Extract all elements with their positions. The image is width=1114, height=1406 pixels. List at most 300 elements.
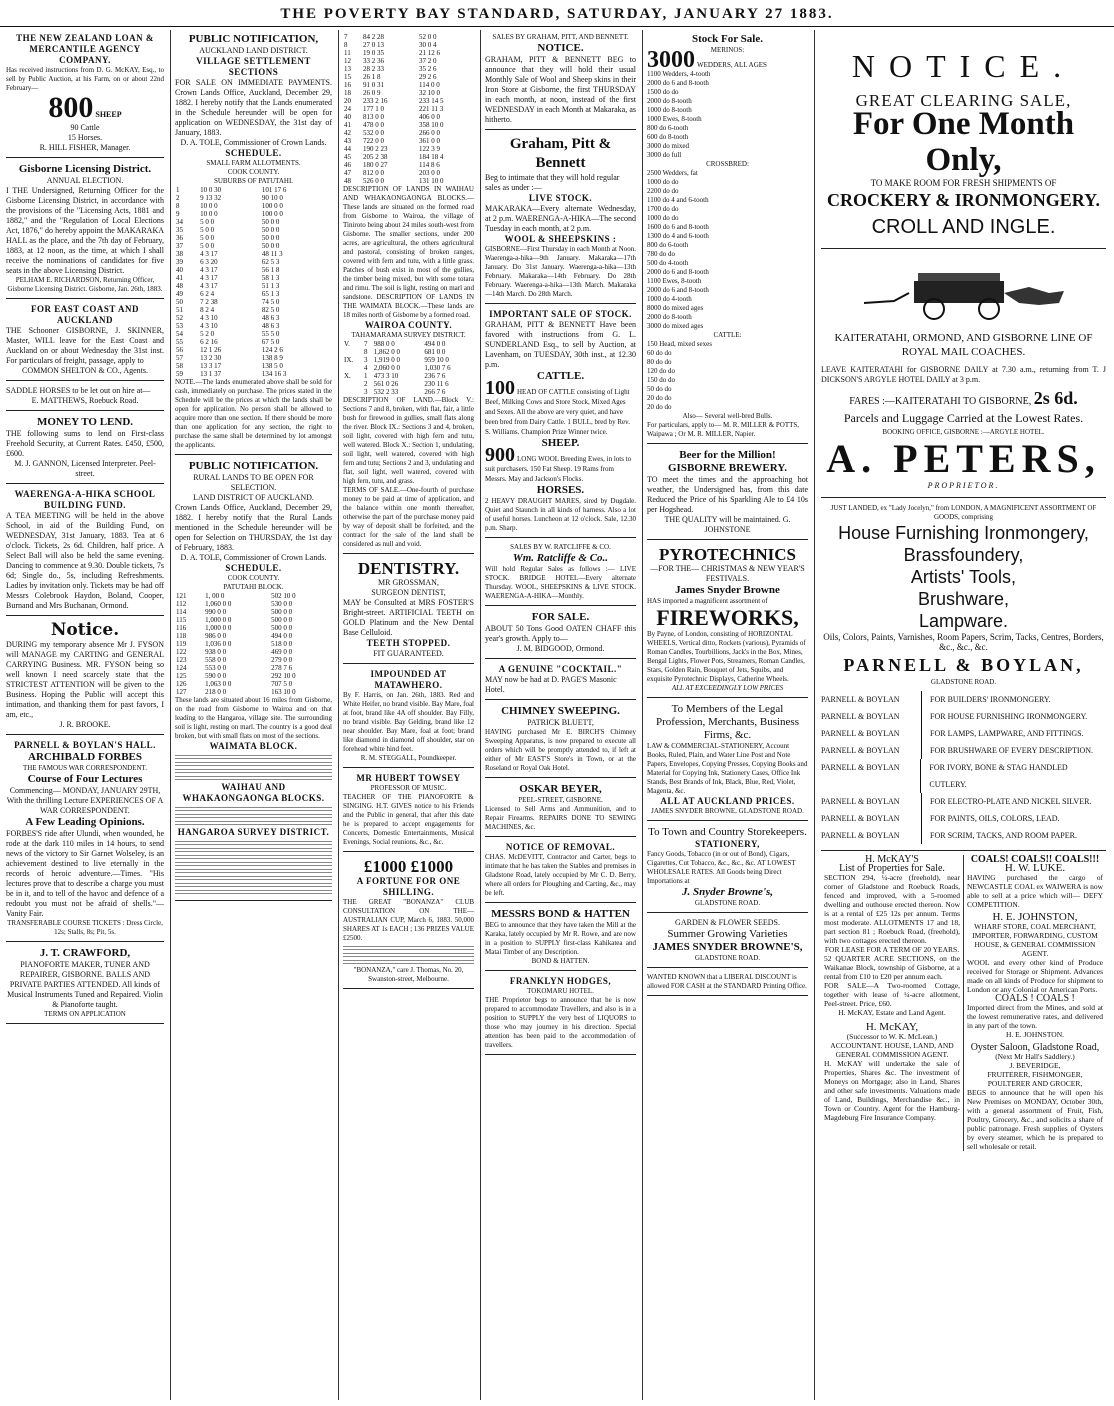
table-cell: 990 0 0: [205, 608, 227, 616]
table-cell: 590 0 0: [205, 672, 227, 680]
table-cell: 813 0 0: [363, 113, 385, 121]
gpb-notice-ad: SALES BY GRAHAM, PITT, AND BENNETT. NOTICE. GRAHAM, PITT & BENNETT BEG to announce that they will hold their usual Monthly Sale of Wool and Sheep skins in their Iron Store at Gisborne, the first THURSDAY in each month, at noon, instead of the first WEDNESDAY in each Month at Makaraka, as hitherto.: [485, 30, 636, 130]
list-item: 1100 Ewes, 8-tooth: [647, 277, 702, 285]
list-item: 2000 do 6 and 8-tooth: [647, 268, 709, 276]
cattle-list: [647, 340, 808, 412]
coach-illustration: [854, 263, 1074, 323]
table-row: [343, 380, 474, 388]
list-item: 2500 Wedders, fat: [647, 169, 698, 177]
table-cell: 123: [176, 656, 187, 664]
table-cell: 4 3 17: [200, 282, 218, 290]
table-cell: [343, 348, 363, 356]
table-cell: 48: [176, 282, 183, 290]
table-cell: 67 5 0: [261, 338, 280, 346]
table-cell: 34: [176, 218, 183, 226]
table-cell: X.: [344, 372, 351, 380]
table-row: [175, 266, 332, 274]
table-row: [343, 372, 474, 380]
school-fund-ad: WAERENGA-A-HIKA SCHOOL BUILDING FUND. A TEA MEETING will be held in the above School, in aid of the Building Fund, on WEDNESDAY, 31st January, 1883. Tea at 6 o'clock. Tickets, 2s 6d. Children, half price. A Select Ball will also be held the same evening. Dancing to commence at 9.30. Double tickets, 7s 6d; Single do., 5s, including Refreshments. Ladies by invitation only. Tickets may be had off Messrs Colebrook Haydon, Boland, Cooper, Burnand and Mrs Buchanan, Ormond.: [6, 486, 164, 616]
fireworks-ad: PYROTECHNICS —FOR THE— CHRISTMAS & NEW YEAR'S FESTIVALS. James Snyder Browne HAS imported a magnificent assortment of FIREWORKS, By Payne, of London, consisting of HORIZONTAL WHEELS, Vertical ditto, Rockets (various), Pyramids of Roman Candles, Tourbillions, Jack's in the Box, Mines, Bengal Lights, Flower Pots, Streamers, Roman Candles, Stars, Golden Rain, Bouquet of Jets, Squibs, and exquisite Pyrotechnic Displays, Catherine Wheels. ALL AT EXCEEDINGLY LOW PRICES: [647, 542, 808, 698]
table-cell: 500 0 0: [271, 616, 293, 624]
table-row: [175, 290, 332, 298]
table-row: [343, 356, 474, 364]
table-row: [175, 672, 332, 680]
table-cell: 32 10 0: [419, 89, 440, 97]
table-cell: 29 2 6: [419, 73, 437, 81]
storekeepers-ad: To Town and Country Storekeepers. STATIONERY, Fancy Goods, Tobacco (in or out of Bond), Cigars, Cigarettes, Cut Tobacco, &c., &c., &c. AT LOWEST WHOLESALE RATES. All Goods being Direct Importations at J. Snyder Browne's, GLADSTONE ROAD.: [647, 823, 808, 913]
list-item: 2000 do 6 and 8-tooth: [647, 286, 709, 294]
list-item-label: PARNELL & BOYLAN: [821, 742, 922, 759]
table-cell: IX.: [344, 356, 354, 364]
table-row: [343, 388, 474, 396]
loan-agency-ad: THE NEW ZEALAND LOAN & MERCANTILE AGENCY COMPANY. Has received instructions from D. G. McKAY, Esq., to sell by Public Auction, at his Farm, on or about 22nd February— 800 SHEEP 90 Cattle 15 Horses. R. HILL FISHER, Manager.: [6, 30, 164, 158]
brewery-ad: Beer for the Million! GISBORNE BREWERY. TO meet the times and the approaching hot weather, the Undersigned has, from this date Reduced the Price of his Sparkling Ale to £4 10s per Hogshead. THE QUALITY will be maintained. G. JOHNSTONE: [647, 446, 808, 540]
licensing-ad: Gisborne Licensing District. ANNUAL ELECTION. I THE Undersigned, Returning Officer for the Gisborne Licensing District, in accordance with the provisions of the "Licensing Acts, 1881 and 1882," and the "Regulation of Local Elections Act, 1876," do hereby appoint the MAKARAKA HALL as the place, and the 7th day of February, 1883, at 12 noon, as the time, at which I shall receive the nominations of candidates for five seats in the above Licensing District. PELHAM E. RICHARDSON, Returning Officer, Gisborne Licensing District. Gisborne, Jan. 26th, 1883.: [6, 160, 164, 299]
table-cell: 1,862 0 0: [373, 348, 401, 356]
table-row: [175, 186, 332, 194]
table-cell: 236 7 6: [424, 372, 446, 380]
column-2: [170, 30, 336, 1400]
table-cell: 190 2 23: [363, 145, 388, 153]
table-row: [175, 680, 332, 688]
table-cell: 57: [176, 354, 183, 362]
table-cell: 18: [344, 89, 351, 97]
parnell-boylan-ad: JUST LANDED, ex "Lady Jocelyn," from LONDON, A MAGNIFICENT ASSORTMENT OF GOODS, comprising House Furnishing Ironmongery, Brassfoundery, Artists' Tools, Brushware, Lampware. Oils, Colors, Paints, Varnishes, Room Papers, Scrim, Tacks, Centres, Borders, &c., &c., &c. PARNELL & BOYLAN, GLADSTONE ROAD. PARNELL & BOYLAN FOR BUILDERS' IRONMONGERY. PARNELL & BOYLAN FOR HOUSE FURNISHING IRONMONGERY. PARNELL & BOYLAN FOR LAMPS, LAMPWARE, AND FITTINGS. PARNELL & BOYLAN FOR BRUSHWARE OF EVERY DESCRIPTION. PARNELL & BOYLAN FOR IVORY, BONE & STAG HANDLED CUTLERY. PARNELL & BOYLAN FOR ELECTRO-PLATE AND NICKEL SILVER. PARNELL & BOYLAN FOR PAINTS, OILS, COLORS, LEAD. PARNELL & BOYLAN FOR SCRIM, TACKS, AND ROOM PAPER.: [821, 498, 1106, 851]
table-cell: 1, 00 0: [205, 592, 225, 600]
table-cell: 473 3 10: [373, 372, 399, 380]
table-cell: 518 0 0: [271, 640, 293, 648]
table-cell: V.: [344, 340, 350, 348]
table-row: [175, 354, 332, 362]
table-cell: 35: [176, 226, 183, 234]
table-row: [343, 169, 474, 177]
table-cell: 82 5 0: [261, 306, 280, 314]
table-cell: [343, 364, 363, 372]
table-row: [343, 145, 474, 153]
crawford-ad: J. T. CRAWFORD, PIANOFORTE MAKER, TUNER AND REPAIRER, GISBORNE. BALLS AND PRIVATE PARTIES ATTENDED. All kinds of Musical Instruments Tuned and Repaired. Violin & Pianoforte taught. TERMS ON APPLICATION: [6, 944, 164, 1024]
list-item: 3000 do mixed: [647, 142, 689, 150]
table-cell: 6 3 20: [200, 258, 218, 266]
table-cell: 681 0 0: [424, 348, 446, 356]
stock-sale-ad: Stock For Sale. MERINOS: 3000 WEDDERS, ALL AGES 1100 Wedders, 4-tooth 2000 do 6 and 8-tooth 1500 do do 2000 do 8-tooth 1000 do 8-tooth 1000 Ewes, 8-tooth 800 do 6-tooth 600 do 8-tooth 3000 do mixed 3000 do full CROSSBRED: 2500 Wedders, fat 1000 do do 2200 do do 1100 do 4 and 6-tooth 1700 do do 1000 do do 1600 do 6 and 8-tooth 1300 do 4 and 6-tooth 800 do 6-tooth 780 do do 500 do 4-tooth 2000 do 6 and 8-tooth 1100 Ewes, 8-tooth 2000 do 6 and 8-tooth 1000 do 4-tooth 8000 do mixed ages 2000 do 8-tooth 3000 do mixed ages CATTLE: 150 Head, mixed sexes 60 do do 80 do do 120 do do 150 do do 50 do do 20 do do 20 do do Also— Several well-bred Bulls. For particulars, apply to— M. R. MILLER & POTTS, Waipawa ; Or M. R. MILLER, Napier.: [647, 30, 808, 444]
table-cell: 7: [363, 340, 368, 348]
table-cell: 16: [344, 81, 351, 89]
table-cell: 101 17 6: [261, 186, 287, 194]
table-row: [175, 298, 332, 306]
table-cell: 40: [344, 113, 351, 121]
table-cell: 8: [176, 202, 180, 210]
table-cell: 122: [176, 648, 187, 656]
table-cell: 988 0 0: [373, 340, 395, 348]
table-cell: 558 0 0: [205, 656, 227, 664]
table-cell: 11: [344, 49, 351, 57]
seeds-ad: GARDEN & FLOWER SEEDS. Summer Growing Varieties JAMES SNYDER BROWNE'S, GLADSTONE ROAD.: [647, 915, 808, 968]
list-item: 2000 do 8-tooth: [647, 313, 692, 321]
table-row: [343, 177, 474, 185]
table-cell: 138 5 0: [261, 362, 283, 370]
table-row: [343, 161, 474, 169]
table-cell: 26 1 8: [363, 73, 381, 81]
list-item: [821, 708, 1106, 725]
table-cell: 2,060 0 0: [373, 364, 401, 372]
table-cell: 33 2 36: [363, 57, 385, 65]
table-row: [343, 97, 474, 105]
table-cell: 48 6 3: [261, 322, 280, 330]
table-cell: 58 1 3: [261, 274, 280, 282]
table-cell: 8: [344, 41, 348, 49]
list-item: 2200 do do: [647, 187, 679, 195]
list-item-text: FOR LAMPS, LAMPWARE, AND FITTINGS.: [930, 729, 1084, 738]
table-cell: 4 3 17: [200, 250, 218, 258]
table-row: [175, 600, 332, 608]
table-row: [343, 129, 474, 137]
table-cell: 30 0 4: [419, 41, 437, 49]
beyer-ad: OSKAR BEYER, PEEL-STREET, GISBORNE. Licensed to Sell Arms and Ammunition, and to Repair Firearms. REPAIRS DONE TO SEWING MACHINES, &c.: [485, 780, 636, 837]
table-cell: 4 3 10: [200, 314, 218, 322]
lottery-ad: £1000 £1000 A FORTUNE FOR ONE SHILLING. THE GREAT "BONANZA" CLUB CONSULTATION ON THE— AUSTRALIAN CUP, March 6, 1883. 50,000 SHARES AT 1s EACH ; 136 PRIZES VALUE £2500. "BONANZA," care J. Thomas, No. 20, Swanston-street, Melbourne.: [343, 854, 474, 989]
list-item: 1000 do 4-tooth: [647, 295, 692, 303]
table-cell: 38: [176, 250, 183, 258]
table-row: [175, 338, 332, 346]
table-cell: 266 0 0: [419, 129, 440, 137]
table-row: [343, 41, 474, 49]
table-row: [343, 105, 474, 113]
column-6: [814, 30, 1112, 1400]
table-cell: 1: [363, 372, 368, 380]
table-cell: 4 3 10: [200, 322, 218, 330]
table-cell: 959 10 0: [424, 356, 449, 364]
table-cell: 62 5 3: [261, 258, 280, 266]
impounded-ad: IMPOUNDED AT MATAWHERO. By F. Harris, on Jan. 26th, 1883. Red and White Heifer, no brand visible. Bay Mare, foal at foot, brand like 4A off shoulder. Bay Filly, no brand visible. Bay Gelding, brand like 12 near shoulder. Bay Mare, foal at foot; brand like diamond in diamond off shoulder, star on forehead white hind feet. R. M. STEGGALL, Poundkeeper.: [343, 666, 474, 768]
list-item: 1000 do 8-tooth: [647, 106, 692, 114]
table-cell: 84 2 28: [363, 33, 385, 41]
list-item: 60 do do: [647, 349, 672, 357]
list-item: 800 do 6-tooth: [647, 124, 689, 132]
table-cell: 48 6 3: [261, 314, 280, 322]
table-row: [343, 73, 474, 81]
list-item: [821, 827, 1106, 844]
table-cell: 406 0 0: [419, 113, 440, 121]
crossbred-list: [647, 169, 808, 331]
table-cell: 494 0 0: [271, 632, 293, 640]
table-row: [175, 608, 332, 616]
table-row: [175, 314, 332, 322]
list-item: 120 do do: [647, 367, 675, 375]
table-cell: 205 2 38: [363, 153, 388, 161]
parnell-boylan-list: [821, 691, 1106, 844]
important-sale-ad: IMPORTANT SALE OF STOCK. GRAHAM, PITT & BENNETT Have been favored with instructions from G. L. SUNDERLAND Esq., to sell by Auction, at Lavenham, on TUESDAY, 30th inst., at 12.30 p.m. CATTLE. 100 HEAD OF CATTLE consisting of Light Beef, Milking Cows and Store Stock, Mixed Ages and Sexes. All the above are very quiet, and have been bred from Dairy Cattle. 1 BULL, bred by Rev. S. Williams. Champion Prize Winner twice. SHEEP. 900 LONG WOOL Breeding Ewes, in lots to suit purchasers. 150 Fat Sheep. 19 Rams from Messrs. May and Jackson's Flocks. HORSES. 2 HEAVY DRAUGHT MARES, sired by Dugdale. Quiet and Staunch in all kinds of harness. Also a lot of useful horses. Luncheon at 12 o'clock. Sale, 12.30 p.m. Sharp.: [485, 306, 636, 538]
table-cell: 134 16 3: [261, 370, 287, 378]
table-cell: 114: [176, 608, 187, 616]
table-cell: 1,036 0 0: [205, 640, 232, 648]
table-cell: 126: [176, 680, 187, 688]
table-row: [175, 624, 332, 632]
list-item: 150 Head, mixed sexes: [647, 340, 712, 348]
table-row: [175, 322, 332, 330]
coals-ad: COALS! COALS!! COALS!!! H. W. LUKE. HAVING purchased the cargo of NEWCASTLE COAL ex WAIWERA is now able to sell at a price which will— DEFY COMPETITION. H. E. JOHNSTON, WHARF STORE, COAL MERCHANT, IMPORTER, FORWARDING, CUSTOM HOUSE, & GENERAL COMMISSION AGENT. WOOL and every other kind of Produce received for Storage or Shipment. Advances made on all kinds of Produce for shipment to London or any Colonial or American Ports. COALS ! COALS ! Imported direct from the Mines, and sold at the lowest remunerative rates, and delivered in any part of the town. H. E. JOHNSTON. Oyster Saloon, Gladstone Road, (Next Mr Hall's Saddlery.) J. BEVERIDGE, FRUITERER, FISHMONGER, POULTERER AND GROCER, BEGS to announce that he will open his New Premises on MONDAY, October 30th, with a general assortment of Fruit, Fish, Poultry, Grocery, &c., and solicits a share of public patronage. Fresh supplies of Oysters by every steamer, which he is prepared to sell wholesale or retail.: [963, 855, 1106, 1151]
table-cell: 812 0 0: [363, 169, 385, 177]
list-item: 2000 do 8-tooth: [647, 97, 692, 105]
table-cell: 138 8 9: [261, 354, 283, 362]
table-cell: 361 0 0: [419, 137, 440, 145]
table-row: [175, 210, 332, 218]
table-cell: 532 0 0: [363, 129, 385, 137]
table-cell: 50 0 0: [261, 234, 280, 242]
table-row: [175, 226, 332, 234]
bond-hatten-ad: MESSRS BOND & HATTEN BEG to announce that they have taken the Mill at the Karaka, lately occupied by Mr R. Rowe, and are now in a position to SUPPLY first-class Kahikatea and Matai Timber of any Description. BOND & HATTEN.: [485, 905, 636, 971]
table-cell: 50: [176, 298, 183, 306]
removal-ad: NOTICE OF REMOVAL. CHAS. McDEVITT, Contractor and Carter, begs to intimate that he has taken the Stables and premises in Gladstone Road, lately occupied by Mr C. D. Berry, where all orders for Ploughing and Carting, &c., may be left.: [485, 839, 636, 903]
list-item-label: PARNELL & BOYLAN: [821, 708, 922, 725]
chimney-ad: CHIMNEY SWEEPING. PATRICK BLUETT, HAVING purchased Mr E. BIRCH'S Chimney Sweeping Apparatus, is now prepared to execute all orders which will be promptly attended to, if left at either of Mr EAST'S Store's in Town, or at the Roseland or Royal Oak Hotel.: [485, 702, 636, 778]
table-cell: 532 2 33: [373, 388, 399, 396]
table-cell: 184 18 4: [419, 153, 444, 161]
list-item: 80 do do: [647, 358, 672, 366]
list-item: 2000 do 6 and 8-tooth: [647, 79, 709, 87]
table-cell: 100 0 0: [261, 202, 283, 210]
table-cell: 6 2 4: [200, 290, 215, 298]
table-row: [343, 153, 474, 161]
table-cell: 39: [176, 258, 183, 266]
list-item: 3000 do mixed ages: [647, 322, 704, 330]
table-row: [175, 274, 332, 282]
table-cell: 65 1 3: [261, 290, 280, 298]
table-cell: 5 0 0: [200, 218, 215, 226]
table-row: [175, 194, 332, 202]
table-cell: 13 2 30: [200, 354, 222, 362]
table-cell: 10 0 0: [200, 210, 218, 218]
table-cell: 233 14 5: [419, 97, 444, 105]
merino-list: [647, 70, 808, 160]
table-row: [175, 202, 332, 210]
table-cell: 722 0 0: [363, 137, 385, 145]
table-cell: [343, 388, 363, 396]
table-row: [343, 137, 474, 145]
croll-ingle-ad: NOTICE. GREAT CLEARING SALE, For One Month Only, TO MAKE ROOM FOR FRESH SHIPMENTS OF CROCKERY & IRONMONGERY. CROLL AND INGLE.: [821, 30, 1106, 249]
hodges-ad: FRANKLYN HODGES, TOKOMARU HOTEL. THE Proprietor begs to announce that he is now prepared to accommodate Travellers, and also is in a position to SUPPLY the very best of LIQUORS to those who may journey in his direction. Special attention has been paid to the accommodation of travellers.: [485, 973, 636, 1055]
table-row: [343, 33, 474, 41]
table-cell: 21 12 6: [419, 49, 440, 57]
table-cell: 13 3 17: [200, 362, 222, 370]
table-cell: 51: [176, 306, 183, 314]
list-item: 1100 do 4 and 6-tooth: [647, 196, 709, 204]
table-cell: 163 10 0: [271, 688, 296, 696]
table-cell: 230 11 6: [424, 380, 449, 388]
column-3: [338, 30, 478, 1400]
table-cell: 19 0 35: [363, 49, 385, 57]
table-cell: 4: [363, 364, 368, 372]
table-row: [343, 348, 474, 356]
column-4: [480, 30, 640, 1400]
table-cell: 526 0 0: [363, 177, 385, 185]
forbes-lecture-ad: PARNELL & BOYLAN'S HALL. ARCHIBALD FORBES THE FAMOUS WAR CORRESPONDENT. Course of Four Lectures Commencing— MONDAY, JANUARY 29TH, With the thrilling Lecture EXPERIENCES OF A WAR CORRESPONDENT. A Few Leading Opinions. FORBES'S ride after Ulundi, when wounded, he rode at the dark 110 miles in 14 hours, to send news of the victory to Sir Garnet Wolseley, is an achievement destined to live eternally in the records of heroic adventure.—Times. "His lectures prove that to describe a charge you must be in it, and to tell of the havoc and defence of a redoubt you must not be afraid of shells."—Vanity Fair. TRANSFERABLE COURSE TICKETS : Dress Circle, 12s; Stalls, 8s; Pit, 5s.: [6, 737, 164, 942]
list-item: [821, 759, 1106, 793]
table-cell: 52: [176, 314, 183, 322]
list-item-label: PARNELL & BOYLAN: [821, 810, 922, 827]
masthead: THE POVERTY BAY STANDARD, SATURDAY, JANUARY 27 1883.: [0, 0, 1114, 27]
table-cell: 5 2 0: [200, 330, 215, 338]
list-item: 1700 do do: [647, 205, 679, 213]
table-row: [343, 89, 474, 97]
music-ad: MR HUBERT TOWSEY PROFESSOR OF MUSIC. TEACHER OF THE PIANOFORTE & SINGING. H.T. GIVES notice to his Friends and the Public in general, that after this date he is prepared to accept engagements for Concerts, Domestic Entertainments, Musical Evenings, Social reunions, &c., &c.: [343, 770, 474, 852]
village-settlement-ad: PUBLIC NOTIFICATION, AUCKLAND LAND DISTRICT. VILLAGE SETTLEMENT SECTIONS FOR SALE ON IMMEDIATE PAYMENTS. Crown Lands Office, Auckland, December 29, 1882. I hereby notify that the Lands enumerated in the Schedule hereunder will be open for application on WEDNESDAY, the 31st day of January, 1883. D. A. TOLE, Commissioner of Crown Lands. SCHEDULE. SMALL FARM ALLOTMENTS. COOK COUNTY. SUBURBS OF PATUTAHI. 1 10 0 30 101 17 6 2 9 13 32 90 10 0 8 10 0 0 100 0 0 9 10 0 0 100 0 0 34 5 0 0 50 0 0 35 5 0 0 50 0 0 36 5 0 0 50 0 0 37 5 0 0 50 0 0 38 4 3 17 48 11 3 39 6 3 20 62 5 3 40 4 3 17 56 1 8 41 4 3 17 58 1 3 48 4 3 17 51 1 3 49 6 2 4 65 1 3 50 7 2 38 74 5 0 51 8 2 4 82 5 0 52 4 3 10 48 6 3 53 4 3 10 48 6 3 54 5 2 0 55 5 0 55 6 2 16 67 5 0 56 12 1 26 124 2 6 57 13 2 30 138 8 9 58 13 3 17 138 5 0 59 13 1 37 134 16 3 NOTE.—The lands enumerated above shall be sold for cash, immediately on purchase. The prices stated in the Schedule will be the prices at which the lands shall be open for application. No person shall be allowed to acquire more than one section. If there should be more than one application for any section, the right to purchase the same shall be determined by lot amongst the applicants.: [175, 30, 332, 455]
cocktail-ad: A GENUINE "COCKTAIL." MAY now be had at D. PAGE'S Masonic Hotel.: [485, 661, 636, 700]
table-cell: 55 5 0: [261, 330, 280, 338]
list-item: 1000 do do: [647, 214, 679, 222]
table-cell: 1,000 0 0: [205, 616, 232, 624]
gpb-sales-ad: Graham, Pitt & Bennett Beg to intimate that they will hold regular sales as under :— LIVE STOCK. MAKARAKA—Every alternate Wednesday, at 2 p.m. WAERENGA-A-HIKA—The second Tuesday in each month, at 2 p.m. WOOL & SHEEPSKINS : GISBORNE—First Thursday in each Month at Noon. Waerenga-a-hika—9th January. Makaraka—17th January. Do 31st January. Waerenga-a-hika—13th February. Makaraka—14th February. Do 28th February. Waerenga-a-hika—13th March. Makaraka—14th March. Do 28th March.: [485, 132, 636, 304]
table-cell: 40: [176, 266, 183, 274]
table-cell: 56: [176, 346, 183, 354]
list-item: 20 do do: [647, 394, 672, 402]
mckay-ad: H. McKAY'S List of Properties for Sale. SECTION 294, ¼-acre (freehold), near corner of Gladstone and Roebuck Roads, fenced and improved, with a 5-roomed dwelling and outhouse erected thereon. Now is at a rental of £25 12s per annum. Terms most moderate. ALLOTMENTS 17 and 18, part section 81 ; Roebuck Road, (freehold), with two cottages erected thereon. FOR LEASE FOR A TERM OF 20 YEARS. 52 QUARTER ACRE SECTIONS, on the Waikanae Block, township of Gisborne, at a rental from £10 to £20 per annum each. FOR SALE—A Two-roomed Cottage, together with lease of ¼-acre allotment, Peel-street. Price, £60. H. McKAY, Estate and Land Agent. H. McKAY, (Successor to W. K. McLean.) ACCOUNTANT. HOUSE, LAND, AND GENERAL COMMISSION AGENT. H. McKAY will undertake the sale of Properties, Shares &c. The investment of Moneys on Mortgage; also in Land, Shares and other safe investments. Valuations made of Land, Buildings, Merchandise &c., in Town or Country. Agent for the Hamburg-Magdeburg Fire Insurance Company.: [824, 854, 960, 1122]
money-lend-ad: MONEY TO LEND. THE following sums to lend on First-class Freehold Security, at Current Rates. £450, £500, £600. M. J. GANNON, Licensed Interpreter. Peel-street.: [6, 413, 164, 484]
list-item: 20 do do: [647, 403, 672, 411]
list-item-label: PARNELL & BOYLAN: [821, 793, 922, 810]
table-cell: 58: [176, 362, 183, 370]
table-cell: 5 0 0: [200, 234, 215, 242]
table-cell: 41: [176, 274, 183, 282]
table-cell: 90 10 0: [261, 194, 283, 202]
table-row: [175, 370, 332, 378]
list-item-label: PARNELL & BOYLAN: [821, 827, 922, 844]
table-cell: 124 2 6: [261, 346, 283, 354]
table-cell: 4 3 17: [200, 274, 218, 282]
table-cell: 500 0 0: [271, 608, 293, 616]
table-cell: 10 0 0: [200, 202, 218, 210]
list-item-label: PARNELL & BOYLAN: [821, 691, 922, 708]
table-cell: 1,060 0 0: [205, 600, 232, 608]
table-cell: 553 0 0: [205, 664, 227, 672]
table-cell: 478 0 0: [363, 121, 385, 129]
table-row: [175, 640, 332, 648]
table-cell: 177 1 0: [363, 105, 385, 113]
list-item: 3000 do full: [647, 151, 682, 159]
table-cell: [343, 380, 363, 388]
table-cell: 500 0 0: [271, 624, 293, 632]
table-row: [343, 364, 474, 372]
table-row: [175, 242, 332, 250]
table-row: [175, 234, 332, 242]
table-row: [343, 81, 474, 89]
table-cell: 9 13 32: [200, 194, 222, 202]
waihau-table: [343, 33, 474, 185]
table-row: [175, 616, 332, 624]
table-cell: 44: [344, 145, 351, 153]
table-row: [343, 340, 474, 348]
table-cell: 3: [363, 356, 368, 364]
table-cell: 122 3 9: [419, 145, 440, 153]
table-cell: 1: [176, 186, 180, 194]
list-item-label: PARNELL & BOYLAN: [821, 759, 921, 793]
table-cell: 7: [344, 33, 348, 41]
column-5: [642, 30, 812, 1400]
table-cell: 125: [176, 672, 187, 680]
table-cell: 52 0 0: [419, 33, 437, 41]
list-item-text: FOR SCRIM, TACKS, AND ROOM PAPER.: [930, 831, 1077, 840]
list-item: 1100 Wedders, 4-tooth: [647, 70, 711, 78]
table-cell: 20: [344, 97, 351, 105]
table-cell: 27 0 13: [363, 41, 385, 49]
table-cell: 50 0 0: [261, 218, 280, 226]
table-row: [343, 121, 474, 129]
table-cell: 114 0 0: [419, 81, 440, 89]
table-cell: 114 8 6: [419, 161, 440, 169]
table-cell: 13: [344, 65, 351, 73]
stationery-ad: To Members of the Legal Profession, Merchants, Business Firms, &c. LAW & COMMERCIAL-STATIONERY, Account Books, Ruled, Plain, and Water Line Post and Note Papers, Envelopes, Copying Presses, Copying Books and Material for Copying Ink, Stationery Cases, Office Ink Stands, Best Brands of Ink, Black, Blue, Red, Violet, Magenta, &c. ALL AT AUCKLAND PRICES. JAMES SNYDER BROWNE, GLADSTONE ROAD.: [647, 700, 808, 821]
table-cell: 2: [363, 380, 368, 388]
table-cell: 469 0 0: [271, 648, 293, 656]
list-item: 1600 do 6 and 8-tooth: [647, 223, 709, 231]
table-cell: 50 0 0: [261, 226, 280, 234]
coaches-ad: KAITERATAHI, ORMOND, AND GISBORNE LINE OF ROYAL MAIL COACHES. LEAVE KAITERATAHI for GISBORNE DAILY at 7.30 a.m., returning from T. J DICKSON'S ARGYLE HOTEL DAILY at 3 p.m. FARES :—KAITERATAHI TO GISBORNE, 2s 6d. Parcels and Luggage Carried at the Lowest Rates. BOOKING OFFICE, GISBORNE :—ARGYLE HOTEL. A. PETERS, PROPRIETOR.: [821, 249, 1106, 498]
table-cell: 1,000 0 0: [205, 624, 232, 632]
list-item: 600 do 8-tooth: [647, 133, 689, 141]
table-cell: 28 2 33: [363, 65, 385, 73]
table-cell: 180 0 27: [363, 161, 388, 169]
table-cell: 118: [176, 632, 187, 640]
patutahi-table: [175, 592, 332, 696]
table-row: [175, 362, 332, 370]
table-cell: 12 1 26: [200, 346, 222, 354]
table-cell: 279 0 0: [271, 656, 293, 664]
table-row: [343, 113, 474, 121]
list-item: 8000 do mixed ages: [647, 304, 704, 312]
table-cell: 233 2 16: [363, 97, 388, 105]
table-cell: 45: [344, 153, 351, 161]
table-cell: 36: [176, 234, 183, 242]
table-cell: 15: [344, 73, 351, 81]
list-item-text: FOR PAINTS, OILS, COLORS, LEAD.: [930, 814, 1060, 823]
table-cell: 9: [176, 210, 180, 218]
table-row: [343, 57, 474, 65]
table-cell: 292 10 0: [271, 672, 296, 680]
column-1: [2, 30, 168, 1400]
list-item: [821, 725, 1106, 742]
ad-title: THE NEW ZEALAND LOAN & MERCANTILE AGENCY COMPANY.: [16, 33, 154, 65]
list-item: 800 do 6-tooth: [647, 241, 689, 249]
table-cell: 1,919 0 0: [373, 356, 401, 364]
table-cell: 203 0 0: [419, 169, 440, 177]
table-cell: 218 0 0: [205, 688, 227, 696]
list-item: 150 do do: [647, 376, 675, 384]
wanted-ad: WANTED KNOWN that a LIBERAL DISCOUNT is allowed FOR CASH at the STANDARD Printing Office.: [647, 970, 808, 996]
table-cell: 26 0 9: [363, 89, 381, 97]
table-cell: 91 0 31: [363, 81, 385, 89]
table-row: [175, 346, 332, 354]
table-cell: 48: [344, 177, 351, 185]
list-item: 50 do do: [647, 385, 672, 393]
table-cell: 24: [344, 105, 351, 113]
dentistry-ad: DENTISTRY. MR GROSSMAN, SURGEON DENTIST, MAY be Consulted at MRS FOSTER'S Bright-street. ARTIFICIAL TEETH on GOLD Platinum and the New Dental Base Celluloid. TEETH STOPPED. FIT GUARANTEED.: [343, 556, 474, 664]
table-cell: 43: [344, 137, 351, 145]
table-cell: 8: [363, 348, 368, 356]
list-item: 1500 do do: [647, 88, 679, 96]
schooner-ad: FOR EAST COAST AND AUCKLAND THE Schooner GISBORNE, J. SKINNER, Master, WILL leave for the East Coast and Auckland on or about Wednesday the 31st inst. For particulars of freight, passage, apply to COMMON SHELTON & CO., Agents.: [6, 301, 164, 381]
table-cell: 48 11 3: [261, 250, 283, 258]
table-cell: 54: [176, 330, 183, 338]
table-cell: 13 1 37: [200, 370, 222, 378]
table-cell: 494 0 0: [424, 340, 446, 348]
table-cell: 46: [344, 161, 351, 169]
table-cell: 49: [176, 290, 183, 298]
table-cell: 37: [176, 242, 183, 250]
table-cell: 221 11 3: [419, 105, 444, 113]
table-cell: 12: [344, 57, 351, 65]
list-item-text: FOR BUILDERS' IRONMONGERY.: [930, 695, 1051, 704]
table-cell: 115: [176, 616, 187, 624]
ratcliffe-ad: SALES BY W. RATCLIFFE & CO. Wm. Ratcliffe & Co.. Will hold Regular Sales as follows :— LIVE STOCK. BRIDGE HOTEL—Every alternate Thursday. WOOL, SHEEPSKINS & LIVE STOCK. WAERENGA-A-HIKA—Monthly.: [485, 540, 636, 606]
